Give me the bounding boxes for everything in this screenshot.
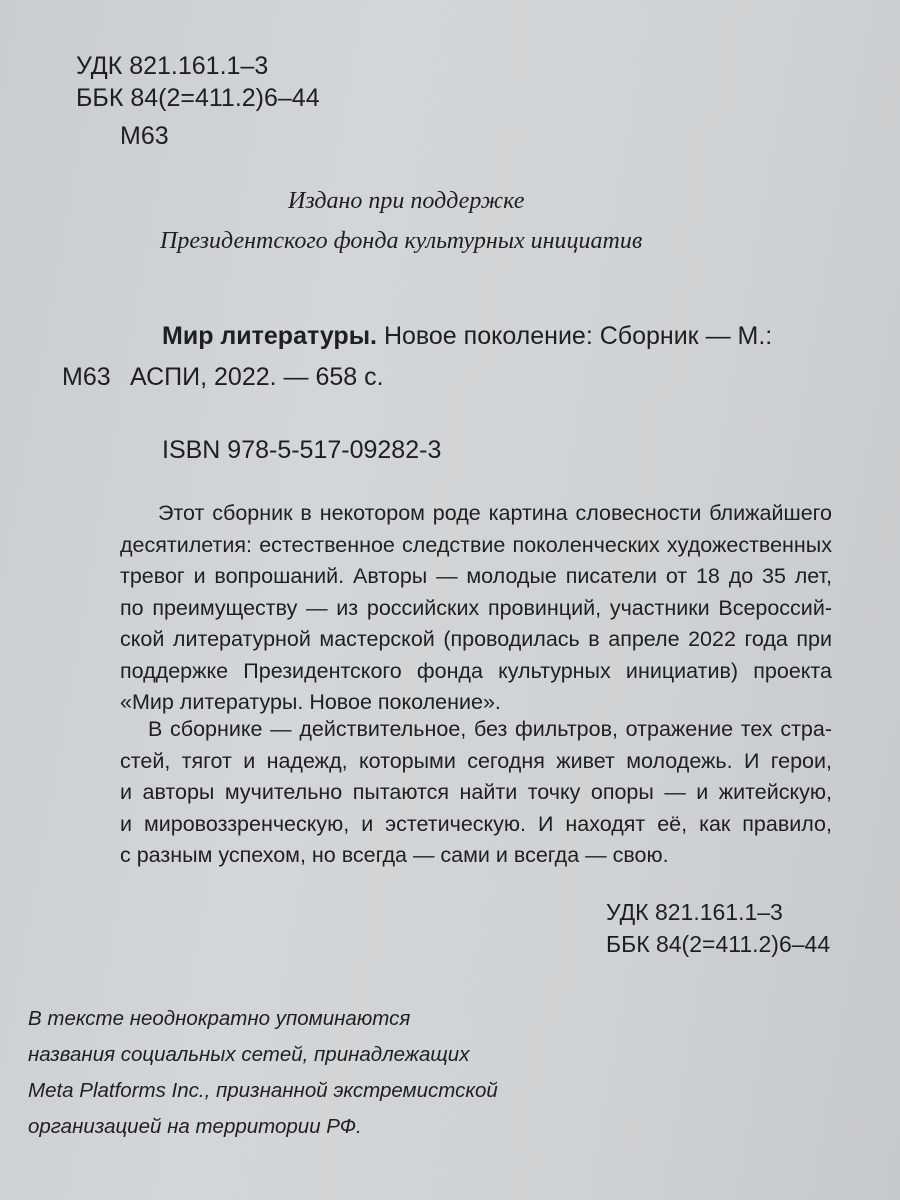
book-title-rest: Новое поколение: Сборник — М.: [377,322,773,350]
annotation-line: Этот сборник в некотором роде картина словесности ближайшего [158,501,832,525]
annotation-line: и авторы мучительно пытаются найти точку опоры — и житейскую, [120,780,832,804]
annotation-paragraph-1 [120,498,832,719]
notice-line: названия социальных сетей, принадлежащих [28,1043,470,1066]
annotation-line: В сборнике — действительное, без фильтров, отражение тех стра- [148,717,832,741]
annotation-line: стей, тягот и надежд, которыми сегодня живет молодежь. И герои, [120,748,832,773]
annotation-line: ской литературной мастерской (проводилась в апреле 2022 года при [120,627,832,651]
support-line-2: Президентского фонда культурных инициатив [160,228,643,254]
support-line-1: Издано при поддержке [288,188,525,214]
book-title: Мир литературы. [162,322,377,350]
notice-line: Meta Platforms Inc., признанной экстремистской [28,1079,498,1102]
notice-line: В тексте неоднократно упоминаются [28,1007,411,1030]
bleed-through-text [60,130,81,210]
header-udk: УДК 821.161.1–3 [76,52,269,80]
notice-line: организацией на территории РФ. [28,1115,362,1138]
footer-bbk: ББК 84(2=411.2)6–44 [606,931,831,957]
annotation-line: по преимуществу — из российских провинций, участники Всероссий- [120,595,832,620]
annotation-line: тревог и вопрошаний. Авторы — молодые писатели от 18 до 35 лет, [120,564,832,588]
biblio-title-line [162,322,772,351]
annotation-line: «Мир литературы. Новое поколение». [120,690,501,714]
annotation-line: и мировоззренческую, и эстетическую. И находят её, как правило, [120,811,832,836]
annotation-paragraph-2 [120,714,832,872]
annotation-line: десятилетия: естественное следствие поколенческих художественных [120,532,832,557]
header-bbk: ББК 84(2=411.2)6–44 [76,84,320,112]
header-author-mark: М63 [120,122,169,150]
annotation-line: поддержке Президентского фонда культурных инициатив) проекта [120,658,832,683]
footer-udk: УДК 821.161.1–3 [606,899,783,925]
annotation-line: с разным успехом, но всегда — сами и всегда — свою. [120,843,669,867]
isbn: ISBN 978-5-517-09282-3 [162,436,442,464]
biblio-publisher: АСПИ, 2022. — 658 с. [130,363,384,391]
biblio-mark: М63 [62,363,111,391]
legal-notice [28,1004,498,1142]
